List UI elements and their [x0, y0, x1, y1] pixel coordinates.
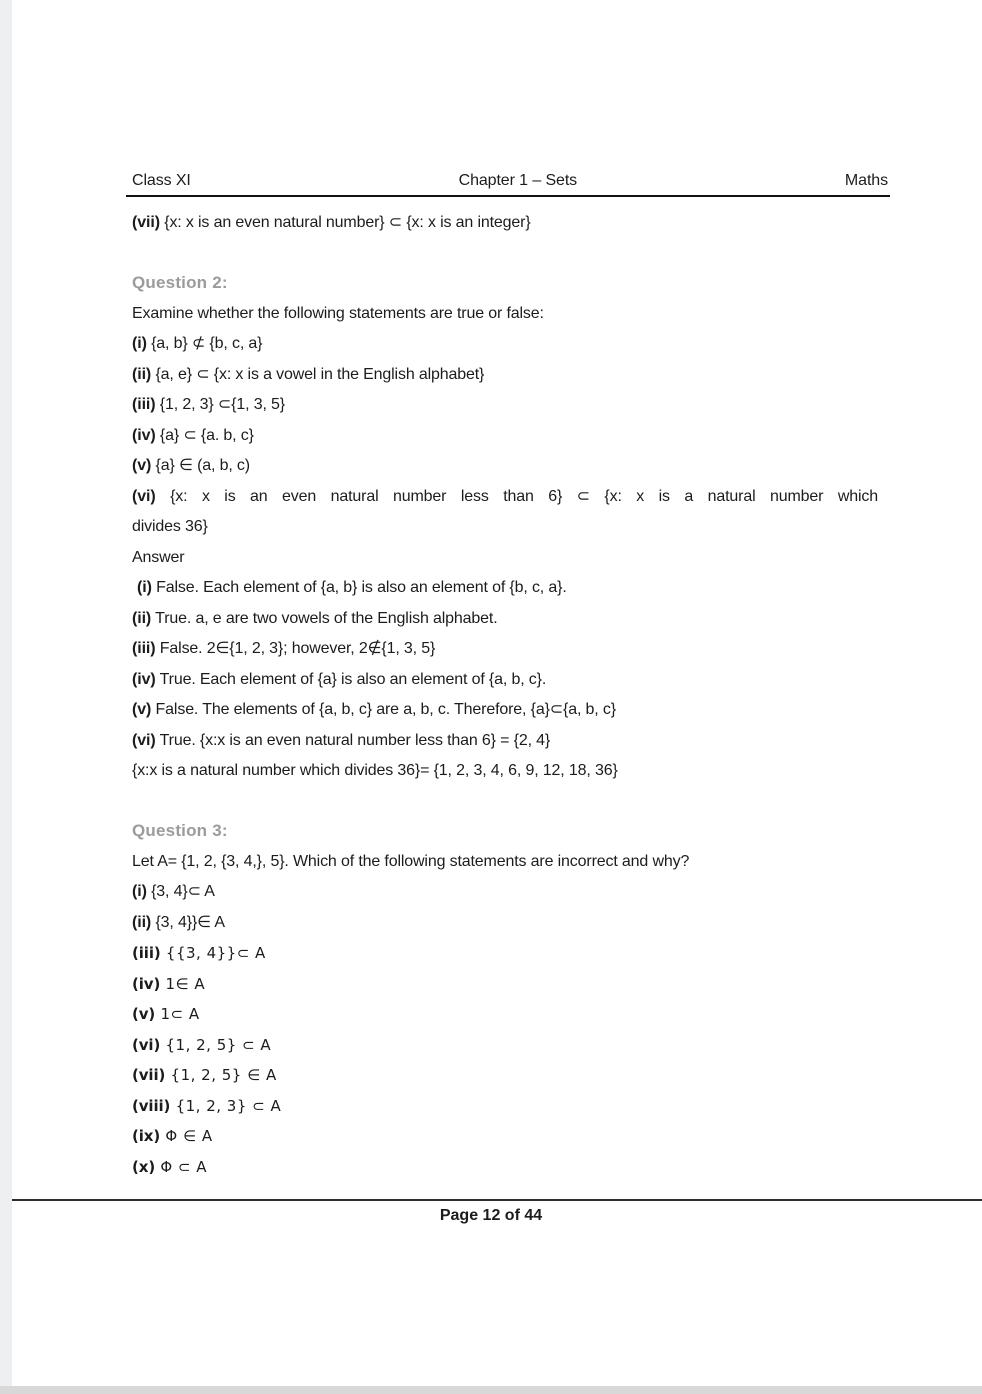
footer-divider: [12, 1199, 982, 1201]
q2-answer-i: (i) False. Each element of {a, b} is also an element of {b, c, a}.: [137, 579, 567, 596]
question-2-heading: Question 2:: [132, 273, 228, 292]
header-subject-label: Maths: [844, 172, 888, 189]
page-number: Page 12 of 44: [439, 1207, 543, 1224]
page-left-margin-strip: [0, 0, 12, 1394]
q2-statement-ii: (ii) {a, e} ⊂ {x: x is a vowel in the English alphabet}: [132, 365, 485, 383]
q2-statement-vi-line1: (vi) {x: x is an even natural number less than 6} ⊂ {x: x is a natural number which: [132, 487, 878, 505]
q3-statement-vi: (vi) {1, 2, 5} ⊂ A: [132, 1035, 272, 1054]
q3-statement-iv: (iv) 1∈ A: [132, 974, 206, 993]
q2-statement-iv: (iv) {a} ⊂ {a. b, c}: [132, 426, 254, 444]
q2-answer-v: (v) False. The elements of {a, b, c} are a, b, c. Therefore, {a}⊂{a, b, c}: [132, 701, 616, 718]
q3-statement-ii: (ii) {3, 4}}∈ A: [132, 913, 225, 931]
header-chapter-title: Chapter 1 – Sets: [458, 172, 578, 189]
document-body: [132, 213, 878, 1187]
q2-statement-v: (v) {a} ∈ (a, b, c): [132, 457, 250, 474]
q3-statement-x: (x) Φ ⊂ A: [132, 1157, 208, 1176]
q2-answer-iv: (iv) True. Each element of {a} is also an element of {a, b, c}.: [132, 670, 547, 688]
q2-answer-iii: (iii) False. 2∈{1, 2, 3}; however, 2∉{1, 3, 5}: [132, 640, 436, 657]
q3-statement-i: (i) {3, 4}⊂ A: [132, 883, 215, 900]
q3-statement-v: (v) 1⊂ A: [132, 1005, 200, 1023]
q3-statement-iii: (iii) {{3, 4}}⊂ A: [132, 944, 266, 962]
answer-label: Answer: [132, 548, 185, 566]
header-class-label: Class XI: [132, 172, 191, 189]
q3-statement-viii: (viii) {1, 2, 3} ⊂ A: [132, 1096, 282, 1115]
q3-statement-ix: (ix) Φ ∈ A: [132, 1127, 213, 1145]
statement-q1-vii: (vii) {x: x is an even natural number} ⊂ {x: x is an integer}: [132, 214, 531, 231]
q2-answer-ii: (ii) True. a, e are two vowels of the English alphabet.: [132, 609, 498, 627]
question-3-prompt: Let A= {1, 2, {3, 4,}, 5}. Which of the following statements are incorrect and why?: [132, 852, 690, 870]
q3-statement-vii: (vii) {1, 2, 5} ∈ A: [132, 1066, 277, 1084]
q2-statement-vi-line2: divides 36}: [132, 518, 208, 535]
question-2-prompt: Examine whether the following statements are true or false:: [132, 304, 544, 322]
q2-answer-vi-line2: {x:x is a natural number which divides 36}= {1, 2, 3, 4, 6, 9, 12, 18, 36}: [132, 762, 618, 779]
q2-statement-i: (i) {a, b} ⊄ {b, c, a}: [132, 335, 263, 352]
page-bottom-margin-strip: [0, 1386, 982, 1394]
question-3-heading: Question 3:: [132, 821, 228, 840]
q2-answer-vi-line1: (vi) True. {x:x is an even natural number less than 6} = {2, 4}: [132, 731, 551, 749]
page-header: [126, 170, 890, 197]
q2-statement-iii: (iii) {1, 2, 3} ⊂{1, 3, 5}: [132, 396, 285, 413]
